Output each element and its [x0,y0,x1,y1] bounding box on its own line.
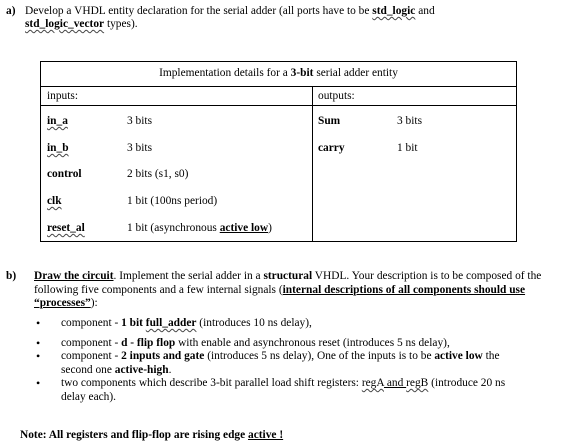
input-name: reset_al [47,222,85,234]
table-column-divider [312,86,313,241]
bullet-bold: d - flip flop [121,336,176,349]
bullet-text: with enable and asynchronous reset (introduces 5 ns delay), [175,336,450,349]
note-text: Note: All registers and flip-flop are rising edge [20,429,249,441]
bullet-text: (introduces 5 ns delay), One of the inputs is to be [204,350,435,362]
note-active-term: active ! [248,429,284,441]
table-title-suffix: serial adder entity [313,67,398,79]
input-desc [127,222,272,235]
question-b-text [34,270,551,311]
output-name: carry [318,142,345,154]
bullet-icon: • [36,376,41,390]
list-item [36,317,526,331]
std-logic-vector-term: std_logic_vector [25,18,105,30]
input-name: control [47,168,82,180]
question-b-text-3: ): [90,297,98,309]
bullet-text: . [168,363,172,376]
input-name: in_a [47,115,68,127]
question-b-label: b) [6,270,17,282]
bullet-text: and [383,377,407,389]
question-a-text [25,5,551,31]
question-b-text-1: . Implement the serial adder in a [113,270,264,282]
component-list [36,317,526,404]
bullet-text: the second one [61,350,500,376]
input-name: in_b [47,142,69,154]
output-desc: 1 bit [397,142,418,154]
bullet-text: component - [61,350,122,362]
structural-term: structural [263,270,313,282]
implementation-table [40,61,517,242]
bullet-text: component - [61,336,122,349]
rega-term: regA [361,377,384,389]
bullet-text: two components which describe 3-bit parallel load shift registers: [61,377,362,389]
question-a-text-3: types). [104,18,138,30]
bullet-text: component - [61,317,122,329]
input-desc: 3 bits [127,115,153,127]
list-item [36,337,526,351]
output-desc: 3 bits [397,115,423,127]
bullet-bold: active-high [114,363,169,376]
table-header-divider [41,105,516,106]
table-divider [41,86,516,87]
internal-descriptions-term: internal descriptions of all components should use “processes” [34,283,526,309]
table-title [41,67,516,80]
question-a [6,5,551,31]
input-desc: 1 bit (100ns period) [127,195,218,207]
reset-desc-suffix: ) [268,222,272,234]
question-b-text-2: VHDL. Your description is to be composed of the following five components and a few internal signals ( [34,270,542,296]
input-name: clk [47,195,62,207]
question-a-text-1: Develop a VHDL entity declaration for the serial adder (all ports have to be [25,5,373,17]
question-b [6,270,551,311]
bullet-icon: • [36,316,41,330]
table-title-bold: 3-bit [290,67,314,79]
bullet-bold: active low [434,350,483,362]
question-a-label: a) [6,5,16,17]
output-name: Sum [318,115,341,127]
regb-term: regB [406,377,429,389]
reset-desc-prefix: 1 bit (asynchronous [127,222,220,234]
bullet-bold: 2 inputs and gate [121,350,205,362]
bullet-bold: 1 bit [121,317,146,329]
bullet-icon: • [36,349,41,363]
draw-circuit-term: Draw the circuit [34,270,114,282]
full-adder-term: full_adder [145,317,197,329]
note [20,429,283,442]
input-desc: 3 bits [127,142,153,154]
outputs-header: outputs: [318,90,355,102]
std-logic-term: std_logic [372,5,416,17]
input-desc: 2 bits (s1, s0) [127,168,189,180]
bullet-text: (introduces 10 ns delay), [196,317,312,329]
reset-desc-bold: active low [219,222,269,234]
bullet-text: (introduce 20 ns delay each). [61,377,506,403]
inputs-header: inputs: [47,90,79,102]
table-title-prefix: Implementation details for a [159,67,291,79]
bullet-icon: • [36,335,41,350]
list-item [36,350,526,377]
question-a-text-2: and [415,5,435,17]
list-item [36,377,526,404]
